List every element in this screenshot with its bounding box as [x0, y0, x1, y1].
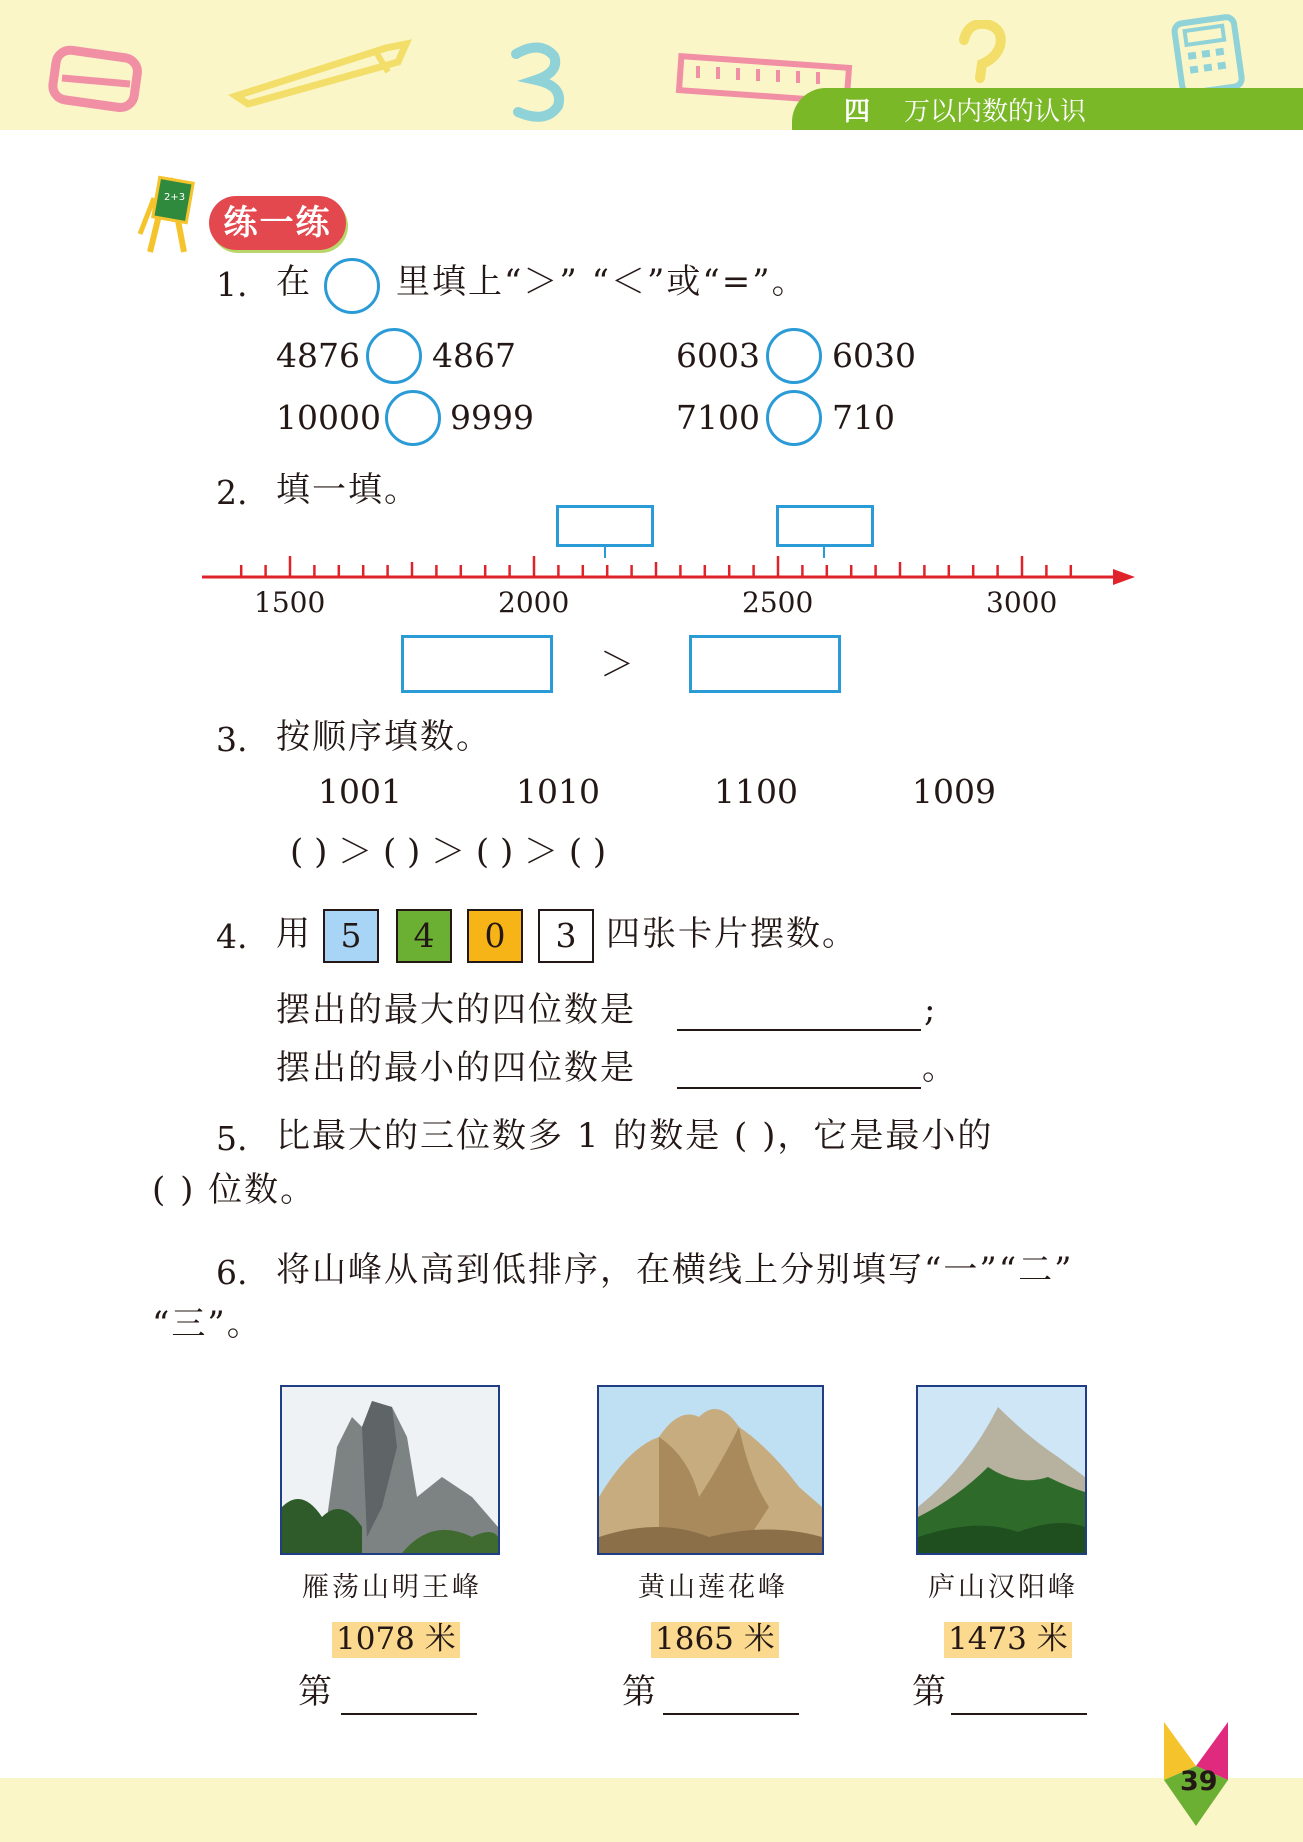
- q4-card-3: 3: [538, 909, 594, 963]
- q4-line2-blank[interactable]: [677, 1087, 921, 1089]
- q6-line2: “三”。: [152, 1304, 263, 1344]
- q1-prompt-prefix: 在: [276, 262, 312, 302]
- q3-prompt: 按顺序填数。: [276, 717, 492, 757]
- q3-number-2: 1010: [516, 772, 600, 811]
- chapter-number: 四: [844, 96, 871, 127]
- q1-prompt-circle: [324, 258, 380, 314]
- q6-number: 6.: [216, 1253, 248, 1292]
- q4-line2-label: 摆出的最小的四位数是: [276, 1048, 636, 1088]
- pencil-decoration-icon: [226, 34, 416, 108]
- q6-line1: 将山峰从高到低排序，在横线上分别填写“一”“二”: [276, 1250, 1074, 1290]
- q1-item3-left: 10000: [276, 398, 381, 437]
- q4-prefix: 用: [276, 914, 312, 954]
- q4-line2-end: 。: [922, 1048, 958, 1088]
- q2-axis-label-3000: 3000: [986, 586, 1058, 619]
- peak-2-rank-blank[interactable]: [663, 1713, 799, 1715]
- calculator-decoration-icon: [1168, 14, 1248, 94]
- q3-order-line[interactable]: ( ) ＞ ( ) ＞ ( ) ＞ ( ): [290, 832, 607, 872]
- q1-item2-left: 6003: [676, 336, 760, 375]
- q1-number: 1.: [216, 265, 248, 304]
- q4-suffix: 四张卡片摆数。: [606, 914, 858, 954]
- peak-2-name: 黄山莲花峰: [638, 1572, 788, 1603]
- q2-number: 2.: [216, 473, 248, 512]
- q2-axis-label-1500: 1500: [254, 586, 326, 619]
- eraser-decoration-icon: [48, 44, 144, 116]
- q1-item2-answer-circle[interactable]: [766, 328, 822, 384]
- q1-item3-answer-circle[interactable]: [385, 390, 441, 446]
- peak-2-height: 1865 米: [651, 1622, 779, 1658]
- peak-1-rank-blank[interactable]: [341, 1713, 477, 1715]
- blackboard-easel-icon: [136, 168, 216, 254]
- q3-number: 3.: [216, 720, 248, 759]
- svg-text:2+3: 2+3: [164, 192, 186, 203]
- q1-item4-left: 7100: [676, 398, 760, 437]
- q1-prompt-suffix: 里填上“＞” “＜”或“=”。: [396, 262, 808, 302]
- q1-item4-right: 710: [832, 398, 895, 437]
- question-mark-decoration-icon: [954, 20, 1012, 96]
- peak-3-height: 1473 米: [944, 1622, 1072, 1658]
- yandang-mingwang-peak-photo: [280, 1385, 500, 1555]
- q1-item3-right: 9999: [450, 398, 534, 437]
- chapter-title: 万以内数的认识: [904, 96, 1087, 127]
- q1-item4-answer-circle[interactable]: [766, 390, 822, 446]
- q2-axis-label-2000: 2000: [498, 586, 570, 619]
- lushan-hanyang-peak-photo: [916, 1385, 1087, 1555]
- q4-card-5: 5: [323, 909, 379, 963]
- q4-line1-end: ;: [924, 990, 938, 1030]
- peak-1-rank-prefix: 第: [298, 1672, 334, 1712]
- peak-3-rank-blank[interactable]: [951, 1713, 1087, 1715]
- q4-line1-blank[interactable]: [677, 1029, 921, 1031]
- q3-number-3: 1100: [714, 772, 798, 811]
- q2-compare-symbol: ＞: [600, 645, 636, 685]
- q1-item1-right: 4867: [432, 336, 516, 375]
- peak-2-rank-prefix: 第: [622, 1672, 658, 1712]
- q1-item1-left: 4876: [276, 336, 360, 375]
- q2-axis-label-2500: 2500: [742, 586, 814, 619]
- q3-number-4: 1009: [912, 772, 996, 811]
- q4-line1-label: 摆出的最大的四位数是: [276, 990, 636, 1030]
- q2-compare-box-right[interactable]: [689, 635, 841, 693]
- q4-number: 4.: [216, 917, 248, 956]
- page-number: 39: [1180, 1766, 1218, 1797]
- q2-prompt: 填一填。: [276, 470, 420, 510]
- peak-3-name: 庐山汉阳峰: [928, 1572, 1078, 1603]
- peak-1-height: 1078 米: [332, 1622, 460, 1658]
- q3-number-1: 1001: [318, 772, 402, 811]
- q5-line2[interactable]: ( ) 位数。: [152, 1170, 317, 1210]
- q4-card-0: 0: [467, 909, 523, 963]
- q2-compare-box-left[interactable]: [401, 635, 553, 693]
- q1-item2-right: 6030: [832, 336, 916, 375]
- number-three-decoration-icon: [506, 40, 570, 124]
- practice-badge-label: 练一练: [209, 196, 346, 250]
- q1-item1-answer-circle[interactable]: [366, 328, 422, 384]
- footer-band: [0, 1778, 1303, 1842]
- number-line: [200, 540, 1140, 590]
- practice-badge: [136, 168, 366, 254]
- peak-1-name: 雁荡山明王峰: [302, 1572, 482, 1603]
- chapter-header-bar: [792, 88, 1303, 130]
- q4-card-4: 4: [396, 909, 452, 963]
- q5-number: 5.: [216, 1119, 248, 1158]
- huangshan-lianhua-peak-photo: [597, 1385, 824, 1555]
- q5-line1[interactable]: 比最大的三位数多 1 的数是 ( )，它是最小的: [276, 1116, 994, 1156]
- peak-3-rank-prefix: 第: [912, 1672, 948, 1712]
